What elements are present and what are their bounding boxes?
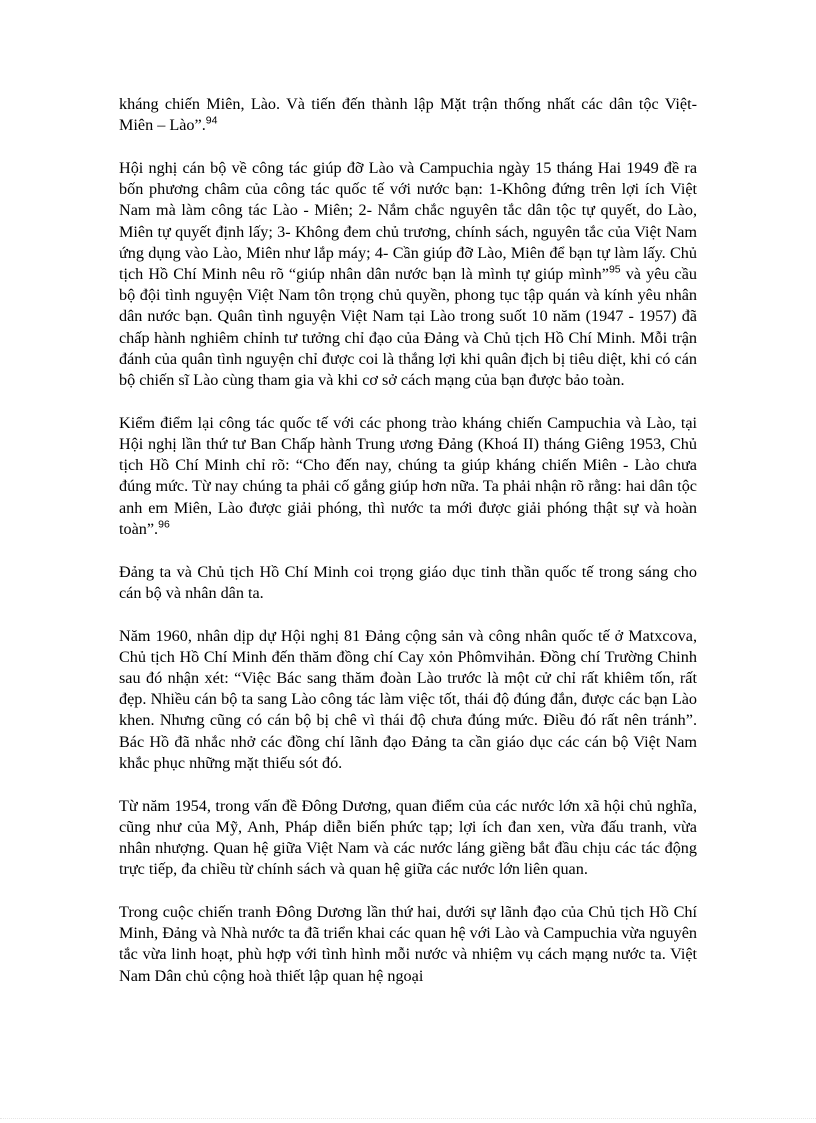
footnote-ref-94[interactable]: 94 xyxy=(205,114,218,127)
paragraph-2 xyxy=(119,158,697,391)
paragraph-3 xyxy=(119,413,697,540)
paragraph-2-text-a: Hội nghị cán bộ về công tác giúp đỡ Lào và Campuchia ngày 15 tháng Hai 1949 đề ra bốn phương châm của công tác quốc tế với nước bạn: 1-Không đứng trên lợi ích Việt Nam mà làm công tác Lào - Miên; 2- Nắm chắc nguyên tắc dân tộc tự quyết, do Lào, Miên tự quyết định lấy; 3- Không đem chủ trương, chính sách, nguyên tắc của Việt Nam ứng dụng vào Lào, Miên như lắp máy; 4- Cần giúp đỡ Lào, Miên để bạn tự làm lấy. Chủ tịch Hồ Chí Minh nêu rõ “giúp nhân dân nước bạn là mình tự giúp mình” xyxy=(119,159,697,284)
paragraph-1 xyxy=(119,94,697,136)
footnote-ref-95[interactable]: 95 xyxy=(608,263,621,276)
page-bottom-divider xyxy=(0,1118,816,1119)
paragraph-5 xyxy=(119,626,697,774)
paragraph-3-text: Kiểm điểm lại công tác quốc tế với các phong trào kháng chiến Campuchia và Lào, tại Hội nghị lần thứ tư Ban Chấp hành Trung ương Đảng (Khoá II) tháng Giêng 1953, Chủ tịch Hồ Chí Minh chỉ rõ: “Cho đến nay, chúng ta giúp kháng chiến Miên - Lào chưa đúng mức. Từ nay chúng ta phải cố gắng giúp hơn nữa. Ta phải nhận rõ rằng: hai dân tộc anh em Miên, Lào được giải phóng, thì nước ta mới được giải phóng thật sự và hoàn toàn”. xyxy=(119,413,697,538)
paragraph-5-text: Năm 1960, nhân dịp dự Hội nghị 81 Đảng cộng sản và công nhân quốc tế ở Matxcova, Chủ tịch Hồ Chí Minh đến thăm đồng chí Cay xỏn Phômvihản. Đồng chí Trường Chinh sau đó nhận xét: “Việc Bác sang thăm đoàn Lào trước là một cử chỉ rất khiêm tốn, rất đẹp. Nhiều cán bộ ta sang Lào công tác làm việc tốt, thái độ đúng đắn, được các bạn Lào khen. Nhưng cũng có cán bộ bị chê vì thái độ chưa đúng mức. Điều đó rất nên tránh”. Bác Hồ đã nhắc nhở các đồng chí lãnh đạo Đảng ta cần giáo dục các cán bộ Việt Nam khắc phục những mặt thiếu sót đó. xyxy=(119,626,697,772)
paragraph-4-text: Đảng ta và Chủ tịch Hồ Chí Minh coi trọng giáo dục tinh thần quốc tế trong sáng cho cán bộ và nhân dân ta. xyxy=(119,562,697,602)
paragraph-6-text: Từ năm 1954, trong vấn đề Đông Dương, quan điểm của các nước lớn xã hội chủ nghĩa, cũng như của Mỹ, Anh, Pháp diễn biến phức tạp; lợi ích đan xen, vừa đấu tranh, vừa nhân nhượng. Quan hệ giữa Việt Nam và các nước láng giềng bắt đầu chịu các tác động trực tiếp, đa chiều từ chính sách và quan hệ giữa các nước lớn liên quan. xyxy=(119,796,697,879)
paragraph-2-text-b: và yêu cầu bộ đội tình nguyện Việt Nam tôn trọng chủ quyền, phong tục tập quán và kính yêu nhân dân nước bạn. Quân tình nguyện Việt Nam tại Lào trong suốt 10 năm (1947 - 1957) đã chấp hành nghiêm chỉnh tư tưởng chỉ đạo của Đảng và Chủ tịch Hồ Chí Minh. Mỗi trận đánh của quân tình nguyện chỉ được coi là thắng lợi khi quân địch bị tiêu diệt, khi có cán bộ chiến sĩ Lào cùng tham gia và khi cơ sở cách mạng của bạn được bảo toàn. xyxy=(119,265,697,390)
paragraph-7-text: Trong cuộc chiến tranh Đông Dương lần thứ hai, dưới sự lãnh đạo của Chủ tịch Hồ Chí Minh, Đảng và Nhà nước ta đã triển khai các quan hệ với Lào và Campuchia vừa nguyên tắc vừa linh hoạt, phù hợp với tình hình mỗi nước và nhiệm vụ cách mạng nước ta. Việt Nam Dân chủ cộng hoà thiết lập quan hệ ngoại xyxy=(119,903,697,985)
paragraph-6 xyxy=(119,796,697,881)
paragraph-1-text: kháng chiến Miên, Lào. Và tiến đến thành lập Mặt trận thống nhất các dân tộc Việt- Miên – Lào”. xyxy=(119,95,697,135)
footnote-ref-96[interactable]: 96 xyxy=(158,518,170,531)
document-page xyxy=(119,94,697,1008)
paragraph-7 xyxy=(119,902,697,987)
paragraph-4 xyxy=(119,562,697,604)
